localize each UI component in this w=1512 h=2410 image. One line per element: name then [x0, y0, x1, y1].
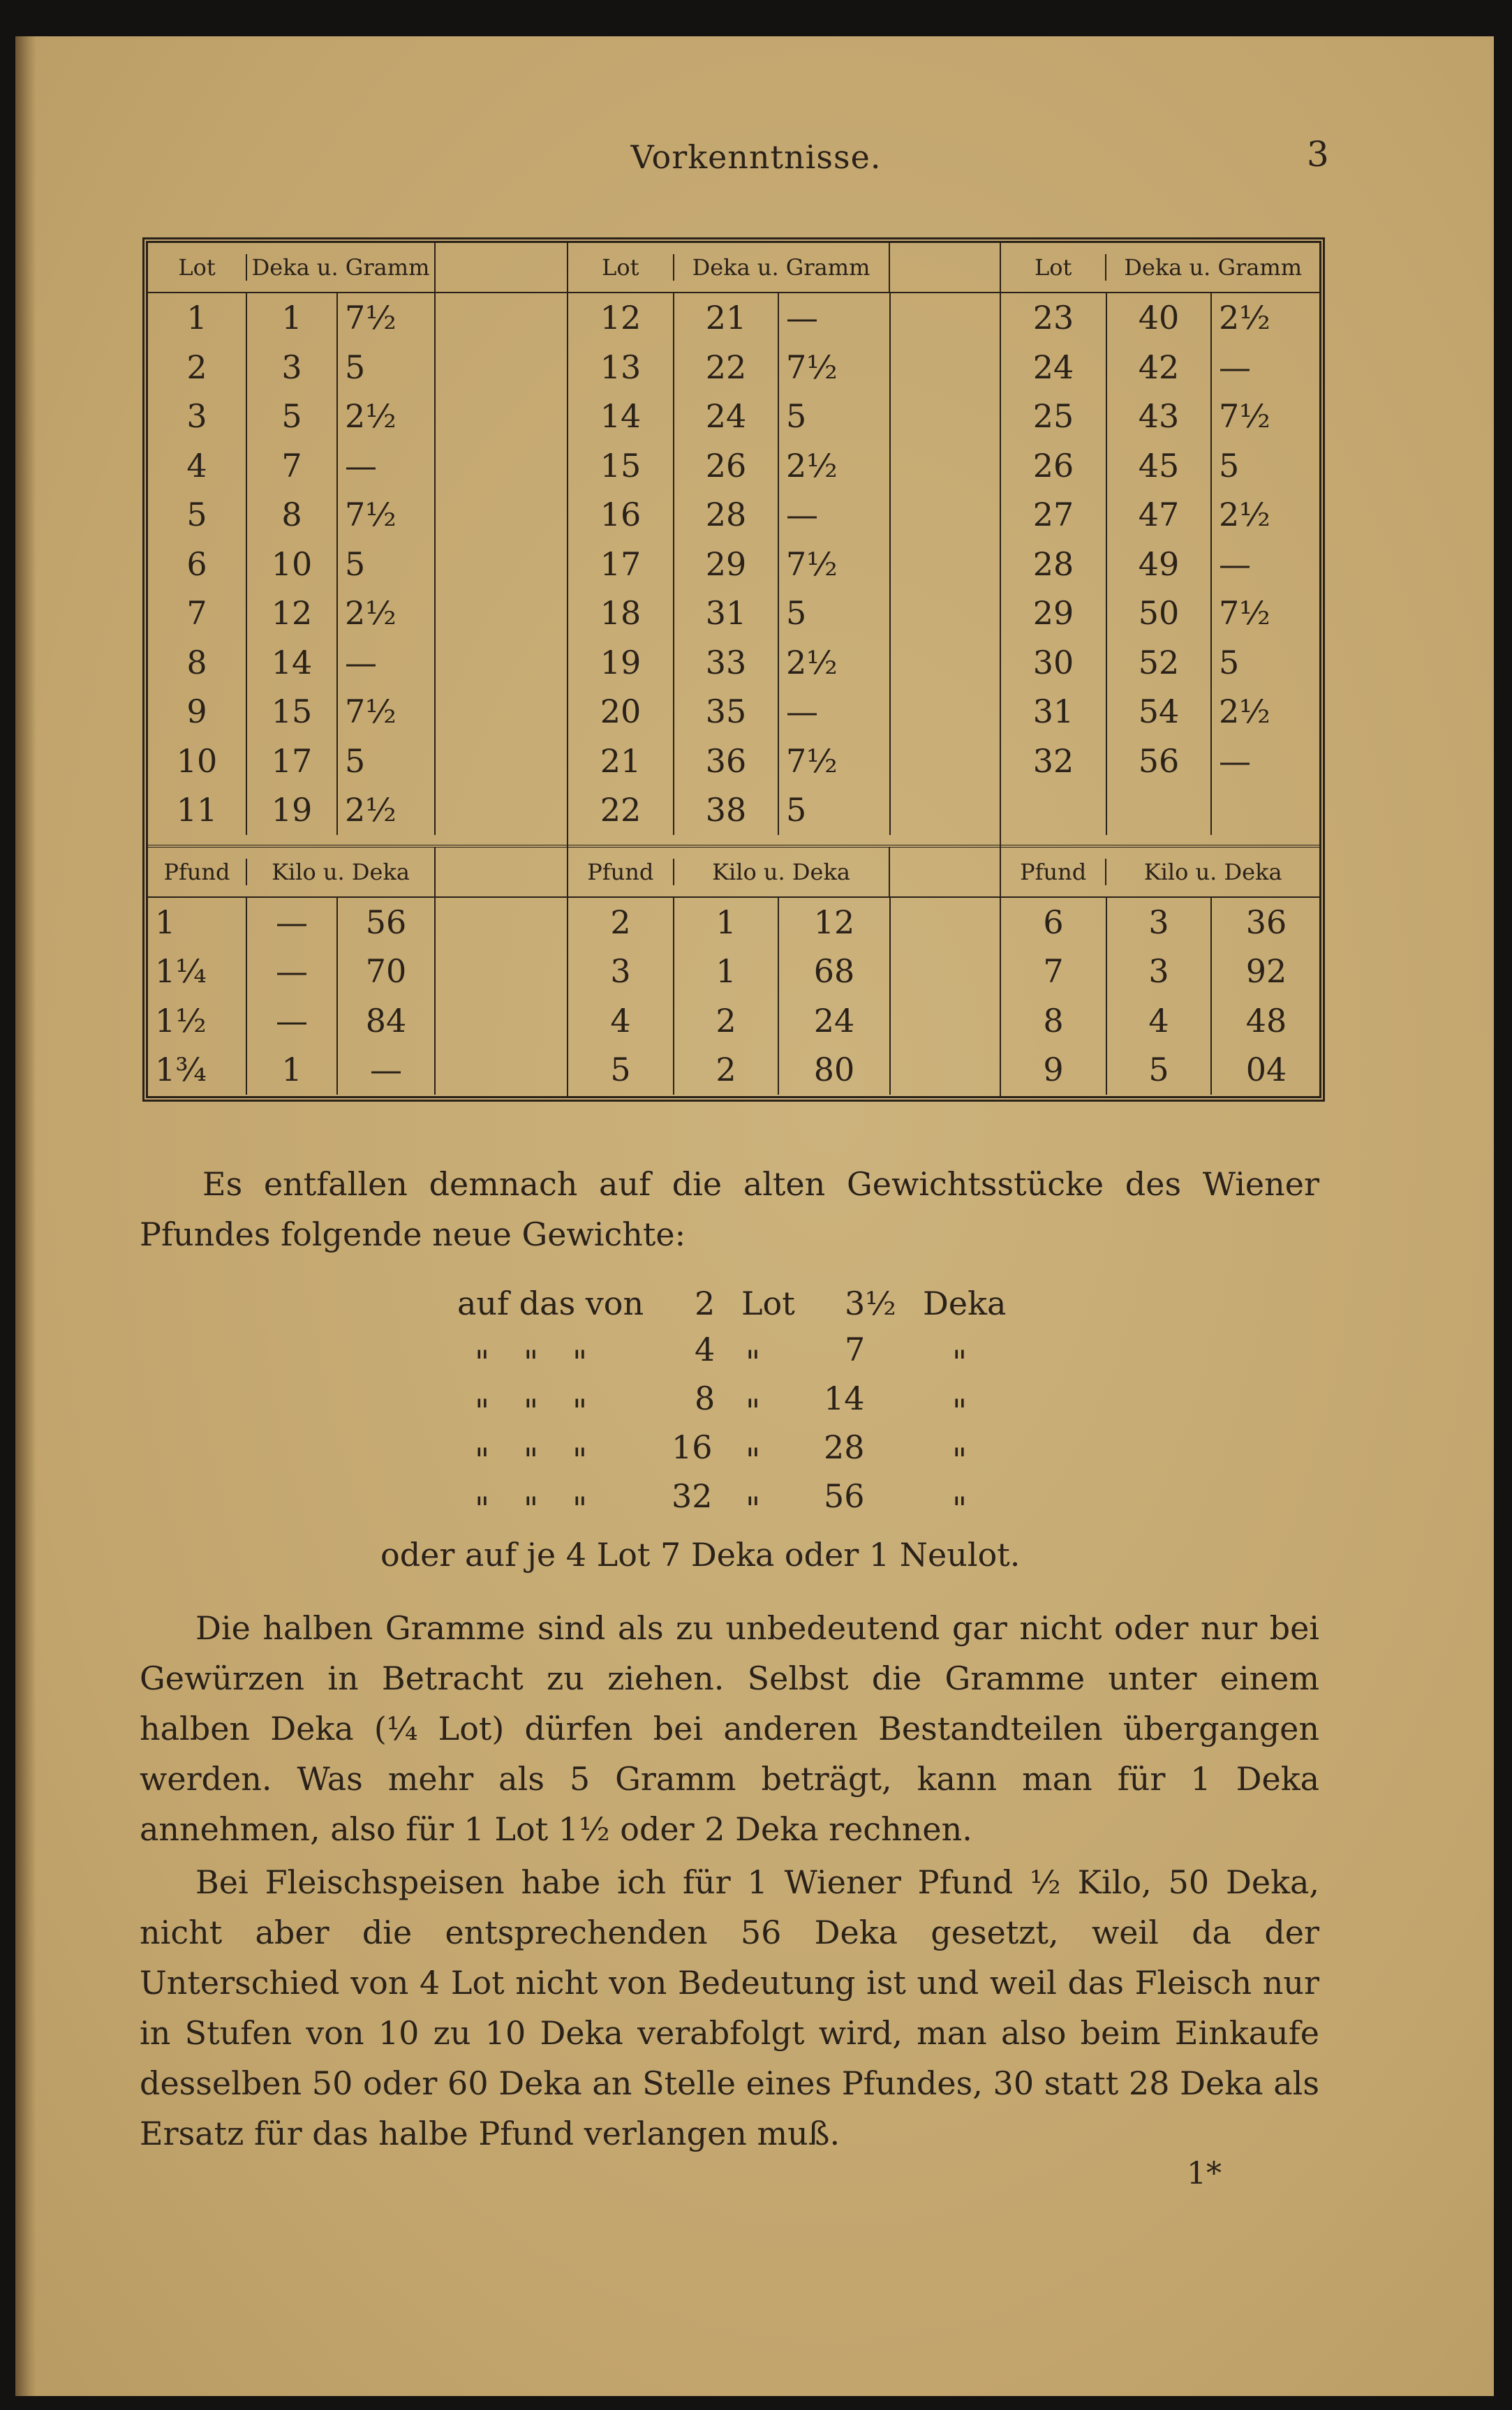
ditto-mark: "	[475, 1392, 490, 1430]
empty-column-header	[434, 243, 567, 292]
deka-value: 48	[1210, 996, 1321, 1046]
ditto-mark: "	[475, 1490, 490, 1528]
pfund-value: 1	[155, 903, 176, 941]
lot-value: 28	[1032, 545, 1074, 583]
ditto-mark: "	[746, 1441, 761, 1479]
kilo-value: 4	[1106, 996, 1210, 1046]
lot-row	[1001, 687, 1321, 737]
pfund-value: 1¾	[155, 1051, 207, 1088]
pfund-row	[148, 898, 567, 947]
formula-deka-unit: Deka	[923, 1285, 1007, 1322]
deka-value: 12	[246, 589, 336, 638]
formula-deka-value: 3½	[845, 1285, 896, 1322]
lot-value: 15	[600, 446, 642, 485]
lot-value: 2	[186, 348, 207, 386]
empty-column-cell	[434, 540, 567, 589]
ditto-mark: "	[524, 1490, 539, 1528]
conversion-table	[142, 237, 1325, 1102]
gramm-value: —	[1210, 737, 1321, 786]
pfund-value: 9	[1043, 1051, 1064, 1088]
empty-column-cell	[434, 490, 567, 540]
lot-row	[148, 392, 567, 441]
lot-row	[148, 490, 567, 540]
signature-mark: 1*	[1187, 2156, 1222, 2191]
empty-column-cell	[434, 638, 567, 688]
deka-value: 36	[1210, 898, 1321, 947]
kilo-deka-header: Kilo u. Deka	[246, 859, 434, 885]
lot-row	[148, 293, 567, 343]
pfund-header-row	[568, 848, 1000, 898]
deka-value: 80	[778, 1045, 889, 1095]
gramm-value: 2½	[778, 441, 889, 491]
empty-column-cell	[889, 785, 1001, 835]
gramm-value: 7½	[778, 343, 889, 392]
book-spine-shadow	[15, 36, 36, 2396]
pfund-row	[148, 1045, 567, 1095]
lot-header: Lot	[178, 254, 216, 281]
deka-value: 26	[673, 441, 778, 491]
gramm-value: 2½	[1210, 490, 1321, 540]
right-block	[1000, 243, 1319, 1096]
deka-value: 45	[1106, 441, 1210, 491]
lot-value: 24	[1032, 348, 1074, 386]
pfund-header: Pfund	[163, 858, 230, 885]
lot-value: 25	[1032, 397, 1074, 435]
lot-row	[568, 441, 1001, 491]
gramm-value: 2½	[1210, 293, 1321, 343]
kilo-value: —	[246, 996, 336, 1046]
deka-value: 50	[1106, 589, 1210, 638]
lot-value: 23	[1032, 299, 1074, 337]
lot-row	[1001, 589, 1321, 638]
lot-row	[148, 785, 567, 835]
ditto-mark: "	[475, 1441, 490, 1479]
lot-row	[1001, 392, 1321, 441]
lot-value: 16	[600, 496, 642, 533]
empty-column-cell	[889, 737, 1001, 786]
lot-row	[1001, 785, 1321, 835]
deka-gramm-header: Deka u. Gramm	[246, 254, 434, 281]
lot-row	[148, 540, 567, 589]
kilo-value: —	[246, 947, 336, 996]
gramm-value: 7½	[1210, 392, 1321, 441]
ditto-mark: "	[746, 1343, 761, 1381]
lot-value: 22	[600, 791, 642, 829]
lot-value: 17	[600, 545, 642, 583]
formula-deka-value: 56	[824, 1477, 865, 1515]
pfund-value: 1¼	[155, 952, 207, 990]
deka-value: 24	[778, 996, 889, 1046]
pfund-row	[1001, 1045, 1321, 1095]
empty-column-cell	[889, 343, 1001, 392]
formula-deka-value: 7	[845, 1331, 866, 1368]
empty-column-cell	[434, 947, 567, 996]
paragraph-meat-dishes: Bei Fleischspeisen habe ich für 1 Wiener Pfund ½ Kilo, 50 Deka, nicht aber die entsprechenden 56 Deka gesetzt, weil da der Unterschied von 4 Lot nicht von Bedeutung ist und weil das Fleisch nur in Stufen von 10 zu 10 Deka verabfolgt wird, man also beim Einkaufe desselben 50 oder 60 Deka an Stelle eines Pfundes, 30 statt 28 Deka als Ersatz für das halbe Pfund verlangen muß.	[140, 1863, 1319, 2152]
lot-header: Lot	[1034, 254, 1072, 281]
empty-column-cell	[434, 441, 567, 491]
empty-column-header	[434, 848, 567, 896]
gramm-value: —	[778, 490, 889, 540]
middle-block	[567, 243, 1000, 1096]
kilo-value: 3	[1106, 947, 1210, 996]
deka-value: 33	[673, 638, 778, 688]
deka-value: 31	[673, 589, 778, 638]
deka-value: 7	[246, 441, 336, 491]
lot-value: 13	[600, 348, 642, 386]
empty-column-cell	[889, 996, 1001, 1046]
lot-value: 27	[1032, 496, 1074, 533]
gramm-value: 2½	[336, 589, 434, 638]
gramm-value: 7½	[336, 490, 434, 540]
deka-value: 1	[246, 293, 336, 343]
gramm-value: 7½	[1210, 589, 1321, 638]
gramm-value: —	[336, 441, 434, 491]
lot-value: 4	[186, 446, 207, 485]
pfund-value: 6	[1043, 903, 1064, 941]
lot-value: 21	[600, 741, 642, 780]
lot-row	[148, 737, 567, 786]
gramm-value: 7½	[336, 687, 434, 737]
pfund-value: 5	[610, 1051, 631, 1088]
formula-summary: oder auf je 4 Lot 7 Deka oder 1 Neulot.	[380, 1536, 1021, 1574]
pfund-value: 2	[610, 903, 631, 941]
kilo-value: 3	[1106, 898, 1210, 947]
gramm-value: —	[1210, 540, 1321, 589]
lot-value: 5	[186, 496, 207, 533]
empty-column-cell	[434, 589, 567, 638]
pfund-header-row	[148, 848, 567, 898]
page-header	[0, 103, 1512, 176]
gramm-value: —	[778, 293, 889, 343]
empty-column-cell	[434, 687, 567, 737]
ditto-mark: "	[524, 1343, 539, 1381]
gramm-value: 2½	[1210, 687, 1321, 737]
lot-value: 31	[1032, 693, 1074, 730]
pfund-value: 7	[1043, 952, 1064, 990]
lot-value: 12	[600, 299, 642, 337]
gramm-value	[1210, 785, 1321, 835]
formula-deka-value: 28	[824, 1428, 865, 1466]
ditto-mark: "	[572, 1392, 588, 1430]
empty-column-cell	[434, 1045, 567, 1095]
deka-value: 49	[1106, 540, 1210, 589]
left-block	[148, 243, 567, 1096]
lot-value: 9	[186, 693, 207, 730]
empty-column-cell	[889, 589, 1001, 638]
lot-value: 11	[176, 791, 218, 829]
ditto-mark: "	[524, 1441, 539, 1479]
pfund-value: 8	[1043, 1001, 1064, 1040]
formula-lot-value: 2	[695, 1285, 716, 1322]
lot-row	[148, 638, 567, 688]
lot-value: 10	[176, 741, 218, 780]
ditto-mark: "	[475, 1343, 490, 1381]
gramm-value: 7½	[336, 293, 434, 343]
deka-value: 92	[1210, 947, 1321, 996]
empty-column-cell	[889, 392, 1001, 441]
empty-column-header	[889, 848, 1000, 896]
gramm-value: 5	[778, 589, 889, 638]
lot-row	[148, 687, 567, 737]
deka-gramm-header: Deka u. Gramm	[673, 254, 889, 281]
lot-row	[1001, 490, 1321, 540]
lot-row	[148, 589, 567, 638]
gramm-value: 2½	[336, 785, 434, 835]
kilo-value: 1	[673, 947, 778, 996]
empty-column-cell	[889, 293, 1001, 343]
ditto-mark: "	[572, 1343, 588, 1381]
formula-deka-value: 14	[824, 1380, 865, 1417]
lot-row	[1001, 737, 1321, 786]
deka-value: 56	[336, 898, 434, 947]
empty-column-cell	[889, 898, 1001, 947]
empty-column-cell	[889, 1045, 1001, 1095]
lot-row	[148, 343, 567, 392]
deka-value: 56	[1106, 737, 1210, 786]
lot-row	[148, 441, 567, 491]
pfund-value: 4	[610, 1001, 631, 1040]
gramm-value: 5	[1210, 441, 1321, 491]
gramm-value: 7½	[778, 737, 889, 786]
empty-column-cell	[889, 441, 1001, 491]
lot-value: 14	[600, 397, 642, 435]
deka-value: 28	[673, 490, 778, 540]
pfund-row	[1001, 898, 1321, 947]
formula-lot-value: 4	[695, 1331, 716, 1368]
pfund-row	[148, 996, 567, 1046]
ditto-mark: "	[746, 1392, 761, 1430]
lot-row	[1001, 540, 1321, 589]
deka-value: 19	[246, 785, 336, 835]
pfund-row	[1001, 996, 1321, 1046]
lot-value: 29	[1032, 594, 1074, 632]
deka-value: 17	[246, 737, 336, 786]
lot-row	[1001, 638, 1321, 688]
ditto-mark: "	[746, 1490, 761, 1528]
deka-value: 3	[246, 343, 336, 392]
lot-row	[1001, 441, 1321, 491]
deka-value: 43	[1106, 392, 1210, 441]
lot-row	[1001, 343, 1321, 392]
ditto-mark: "	[572, 1490, 588, 1528]
deka-value: 42	[1106, 343, 1210, 392]
formula-prefix: auf das von	[457, 1285, 644, 1322]
deka-value: 84	[336, 996, 434, 1046]
lot-value: 26	[1032, 446, 1074, 485]
deka-value: 24	[673, 392, 778, 441]
gramm-value: 5	[778, 392, 889, 441]
deka-value: 36	[673, 737, 778, 786]
pfund-row	[568, 996, 1001, 1046]
empty-column-cell	[889, 947, 1001, 996]
pfund-header-row	[1001, 848, 1319, 898]
empty-column-cell	[889, 687, 1001, 737]
kilo-value: 1	[673, 898, 778, 947]
empty-column-cell	[434, 392, 567, 441]
ditto-mark: "	[952, 1441, 968, 1479]
deka-value: 04	[1210, 1045, 1321, 1095]
deka-value: 54	[1106, 687, 1210, 737]
empty-column-header	[889, 243, 1000, 292]
gramm-value: 2½	[336, 392, 434, 441]
lot-row	[568, 785, 1001, 835]
kilo-value: 5	[1106, 1045, 1210, 1095]
pfund-header: Pfund	[587, 858, 654, 885]
gramm-value: —	[778, 687, 889, 737]
lot-value: 8	[186, 643, 207, 681]
deka-value: 40	[1106, 293, 1210, 343]
lot-row	[568, 392, 1001, 441]
kilo-deka-header: Kilo u. Deka	[1105, 859, 1319, 885]
pfund-row	[148, 947, 567, 996]
kilo-value: —	[246, 898, 336, 947]
lot-value: 1	[186, 299, 207, 337]
lot-value: 20	[600, 693, 642, 730]
empty-column-cell	[434, 737, 567, 786]
gramm-value: 5	[336, 540, 434, 589]
pfund-value: 1½	[155, 1001, 207, 1040]
lot-header-row	[148, 243, 567, 293]
deka-value: —	[336, 1045, 434, 1095]
deka-gramm-header: Deka u. Gramm	[1105, 254, 1319, 281]
page-number: 3	[1307, 134, 1329, 175]
gramm-value: 5	[778, 785, 889, 835]
empty-column-cell	[434, 996, 567, 1046]
gramm-value: 2½	[778, 638, 889, 688]
lot-row	[568, 687, 1001, 737]
lot-value: 7	[186, 594, 207, 632]
lot-row	[568, 343, 1001, 392]
ditto-mark: "	[572, 1441, 588, 1479]
ditto-mark: "	[524, 1392, 539, 1430]
empty-column-cell	[434, 293, 567, 343]
formula-lot-value: 16	[672, 1428, 713, 1466]
lot-row	[568, 293, 1001, 343]
empty-column-cell	[434, 898, 567, 947]
kilo-value: 2	[673, 996, 778, 1046]
deka-value: 38	[673, 785, 778, 835]
lot-value: 32	[1032, 741, 1074, 780]
deka-value: 70	[336, 947, 434, 996]
lot-value	[1001, 785, 1106, 835]
deka-value: 5	[246, 392, 336, 441]
deka-value: 47	[1106, 490, 1210, 540]
lot-row	[568, 490, 1001, 540]
gramm-value: 5	[336, 737, 434, 786]
ditto-mark: "	[952, 1343, 968, 1381]
deka-value: 21	[673, 293, 778, 343]
lot-value: 3	[186, 397, 207, 435]
formula-lot-value: 32	[672, 1477, 713, 1515]
kilo-value: 1	[246, 1045, 336, 1095]
deka-value	[1106, 785, 1210, 835]
lot-header-row	[568, 243, 1000, 293]
gramm-value: 7½	[778, 540, 889, 589]
gramm-value: —	[336, 638, 434, 688]
lot-value: 6	[186, 545, 207, 583]
deka-value: 52	[1106, 638, 1210, 688]
deka-value: 15	[246, 687, 336, 737]
intro-paragraph: Es entfallen demnach auf die alten Gewichtsstücke des Wiener Pfundes folgende neue Gewichte:	[140, 1165, 1319, 1253]
lot-header: Lot	[602, 254, 639, 281]
ditto-mark: "	[952, 1392, 968, 1430]
lot-row	[568, 540, 1001, 589]
deka-value: 68	[778, 947, 889, 996]
deka-value: 35	[673, 687, 778, 737]
kilo-deka-header: Kilo u. Deka	[673, 859, 889, 885]
lot-row	[568, 638, 1001, 688]
pfund-row	[568, 1045, 1001, 1095]
lot-value: 18	[600, 594, 642, 632]
ditto-mark: "	[952, 1490, 968, 1528]
formula-lot-value: 8	[695, 1380, 716, 1417]
deka-value: 8	[246, 490, 336, 540]
lot-value: 19	[600, 643, 642, 681]
gramm-value: 5	[1210, 638, 1321, 688]
empty-column-cell	[889, 638, 1001, 688]
pfund-value: 3	[610, 952, 631, 990]
lot-value: 30	[1032, 643, 1074, 681]
formula-lot-unit: Lot	[741, 1285, 795, 1322]
lot-row	[568, 589, 1001, 638]
pfund-row	[568, 898, 1001, 947]
paragraph-half-grams: Die halben Gramme sind als zu unbedeutend gar nicht oder nur bei Gewürzen in Betracht zu ziehen. Selbst die Gramme unter einem halben Deka (¼ Lot) dürfen bei anderen Bestandteilen übergangen werden. Was mehr als 5 Gramm beträgt, kann man für 1 Deka annehmen, also für 1 Lot 1½ oder 2 Deka rechnen.	[140, 1609, 1319, 1848]
gramm-value: 5	[336, 343, 434, 392]
deka-value: 12	[778, 898, 889, 947]
pfund-row	[568, 947, 1001, 996]
empty-column-cell	[889, 540, 1001, 589]
empty-column-cell	[434, 343, 567, 392]
pfund-header: Pfund	[1020, 858, 1087, 885]
lot-row	[1001, 293, 1321, 343]
deka-value: 22	[673, 343, 778, 392]
running-title: Vorkenntnisse.	[630, 138, 882, 176]
lot-row	[568, 737, 1001, 786]
deka-value: 14	[246, 638, 336, 688]
empty-column-cell	[434, 785, 567, 835]
kilo-value: 2	[673, 1045, 778, 1095]
pfund-row	[1001, 947, 1321, 996]
lot-header-row	[1001, 243, 1319, 293]
deka-value: 29	[673, 540, 778, 589]
deka-value: 10	[246, 540, 336, 589]
empty-column-cell	[889, 490, 1001, 540]
gramm-value: —	[1210, 343, 1321, 392]
